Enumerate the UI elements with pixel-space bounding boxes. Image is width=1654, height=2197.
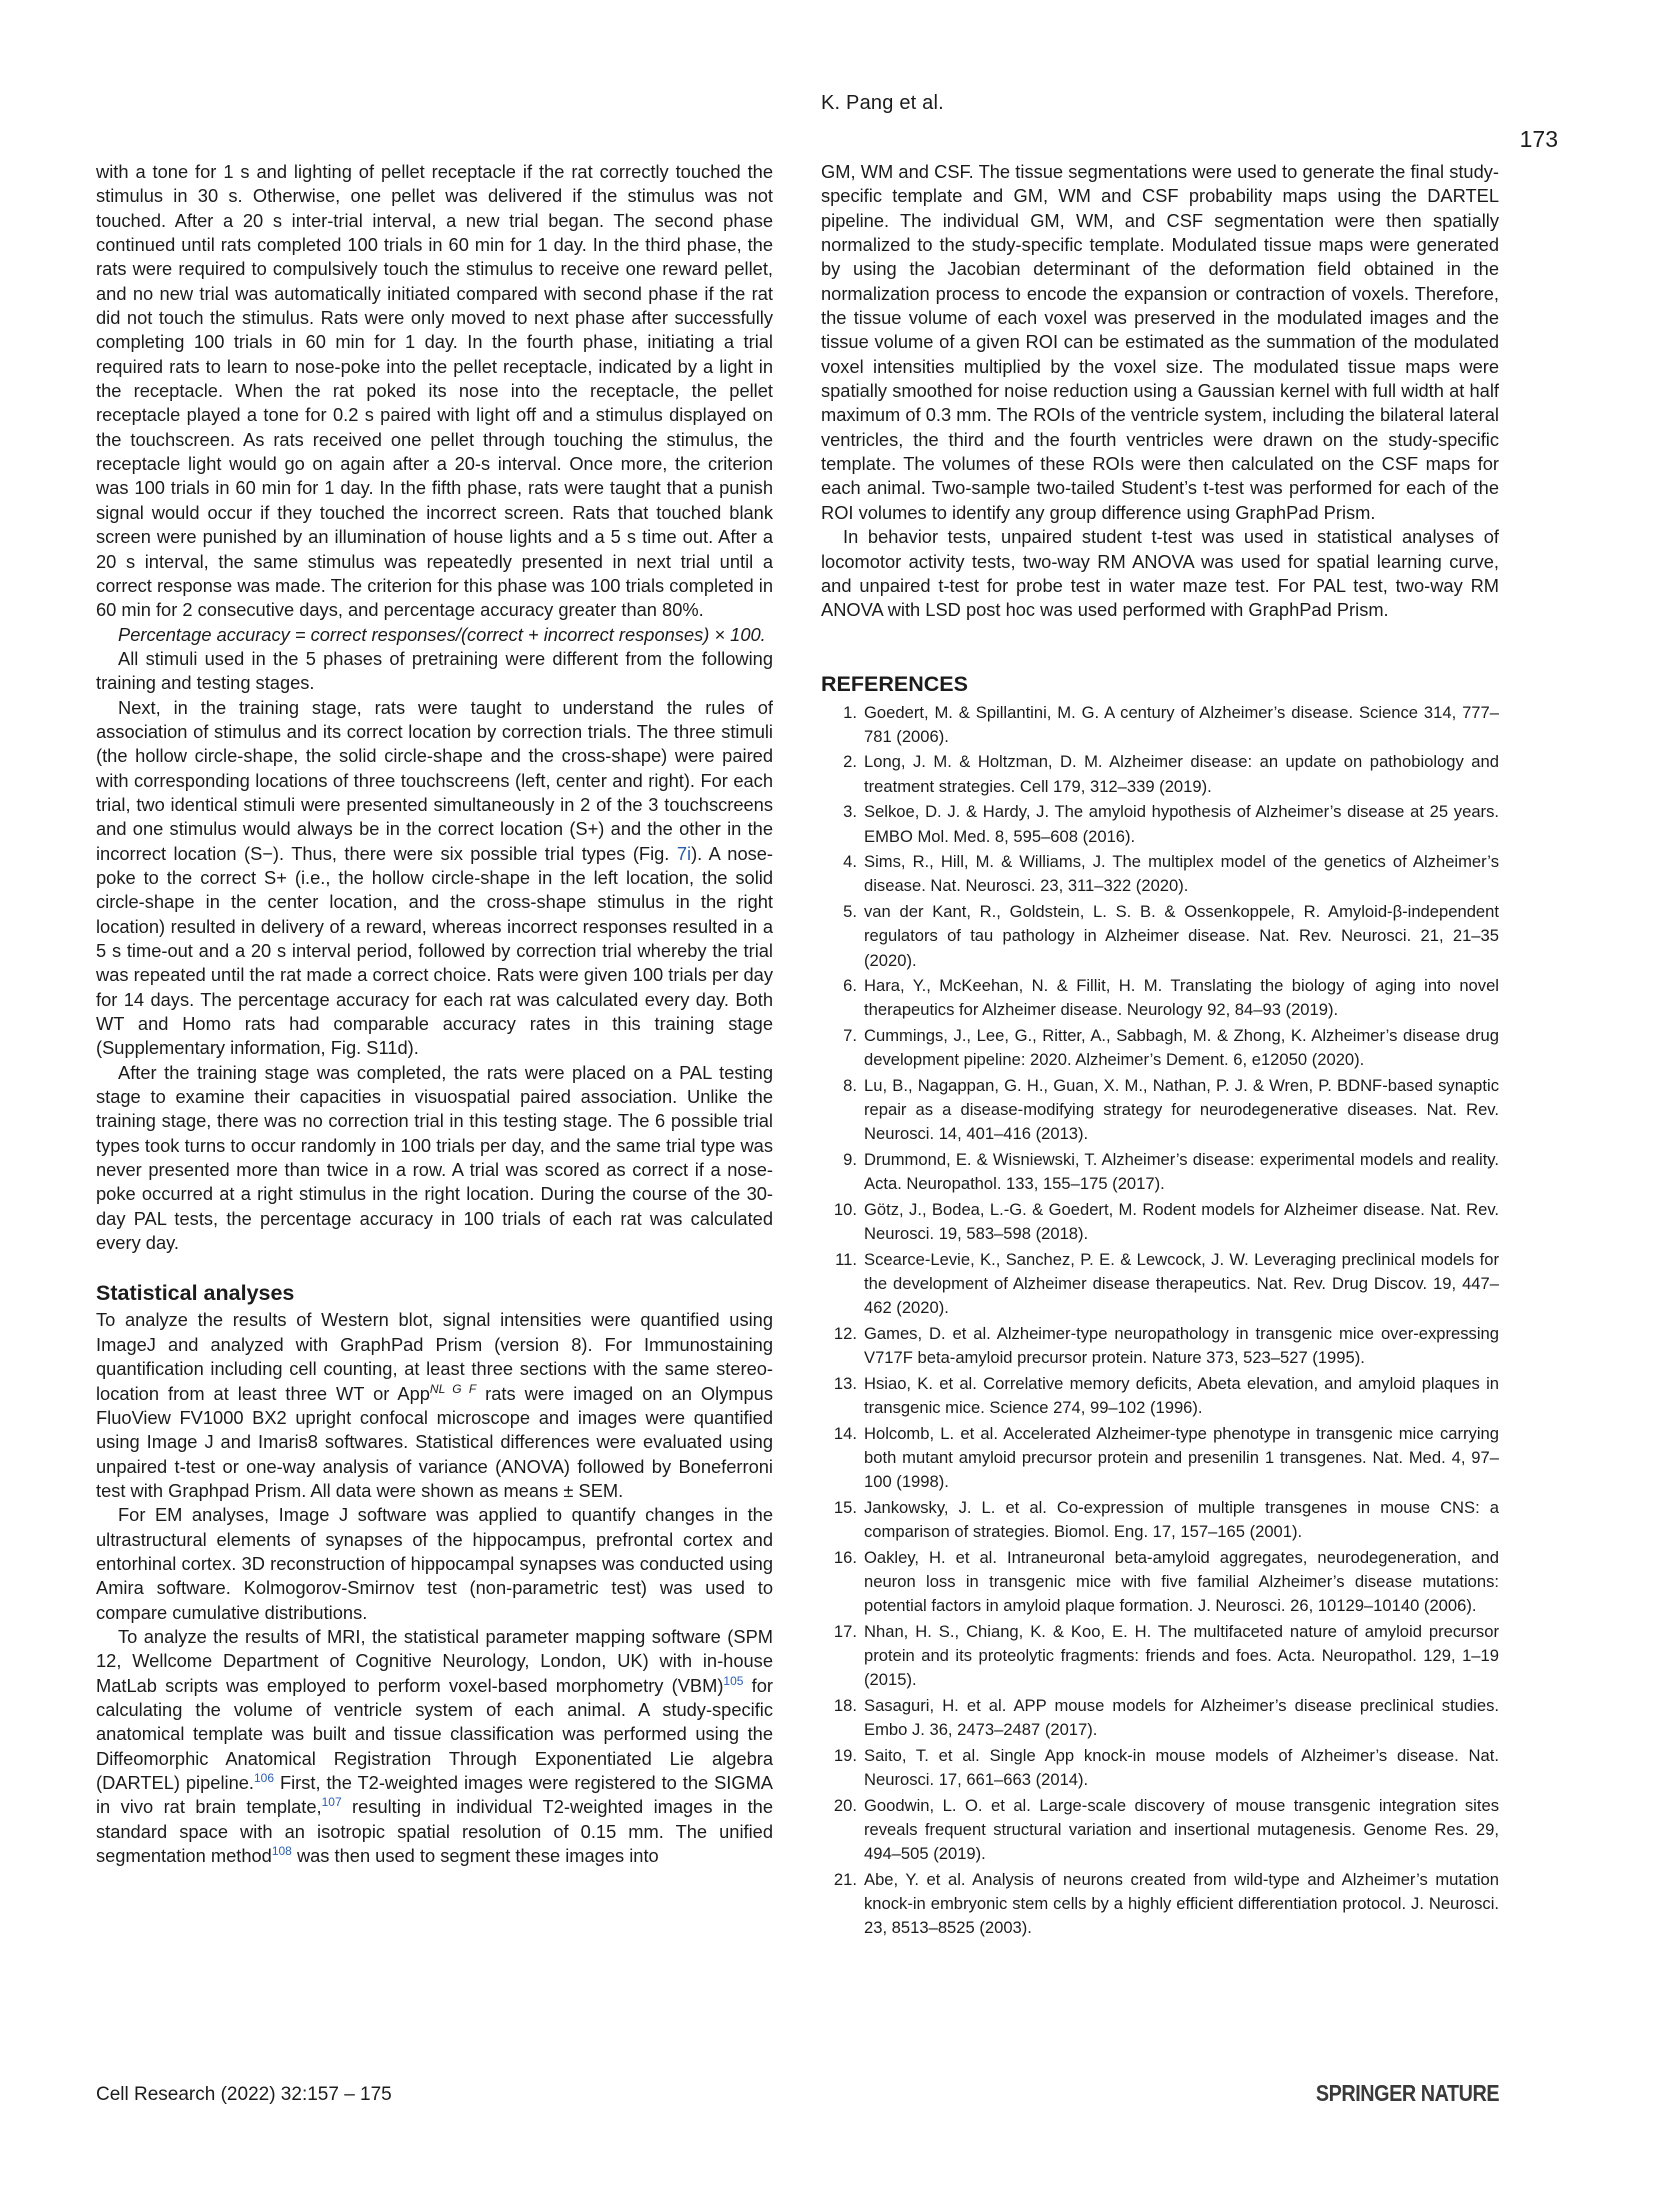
reference-item xyxy=(821,1372,1499,1420)
left-column xyxy=(96,160,773,1868)
reference-number: 3. xyxy=(843,802,857,822)
formula: Percentage accuracy = correct responses/(correct + incorrect responses) × 100. xyxy=(118,623,766,645)
reference-item xyxy=(821,701,1499,749)
references-heading: REFERENCES xyxy=(821,671,968,696)
reference-text: Hsiao, K. et al. Correlative memory deficits, Abeta elevation, and amyloid plaques in transgenic mice. Science 274, 99–102 (1996). xyxy=(864,1374,1499,1418)
section-heading: Statistical analyses xyxy=(96,1281,295,1306)
paragraph: Next, in the training stage, rats were taught to understand the rules of association of stimulus and its correct location by correction trials. The three stimuli (the hollow circle-shape, the solid circle-shape and the cross-shape) were paired with corresponding locations of three touchscreens (left, center and right). For each trial, two identical stimuli were presented simultaneously in 2 of the 3 touchscreens and one stimulus would always be in the correct location (S+) and the other in the incorrect location (S−). Thus, there were six possible trial types (Fig. 7i). A nose-poke to the correct S+ (i.e., the hollow circle-shape in the left location, the solid circle-shape in the center location, and the cross-shape stimulus in the right location) resulted in delivery of a reward, whereas incorrect responses resulted in a 5 s time-out and a 20 s interval period, followed by correction trial whereby the trial was repeated until the rat made a correct choice. Rats were given 100 trials per day for 14 days. The percentage accuracy for each rat was calculated every day. Both WT and Homo rats had comparable accuracy rates in this training stage (Supplementary information, Fig. S11d). xyxy=(96,696,774,1059)
reference-number: 7. xyxy=(843,1026,857,1046)
reference-number: 6. xyxy=(843,976,857,996)
reference-text: Games, D. et al. Alzheimer-type neuropathology in transgenic mice over-expressing V717F beta-amyloid precursor protein. Nature 373, 523–527 (1995). xyxy=(864,1324,1499,1368)
paragraph: To analyze the results of Western blot, signal intensities were quantified using ImageJ and analyzed with GraphPad Prism (version 8). For Immunostaining quantification including cell counting, at least three sections with the same stereo-location from at least three WT or App$^{NL G F}$ rats were imaged on an Olympus FluoView FV1000 BX2 upright confocal microscope and images were quantified using Image J and Imaris8 softwares. Statistical differences were evaluated using unpaired t-test or one-way analysis of variance (ANOVA) followed by Boneferroni test with Graphpad Prism. All data were shown as means ± SEM. xyxy=(96,1309,773,1501)
reference-text: Götz, J., Bodea, L.-G. & Goedert, M. Rodent models for Alzheimer disease. Nat. Rev. Neurosci. 19, 583–598 (2018). xyxy=(864,1200,1499,1244)
reference-item xyxy=(821,750,1499,798)
reference-item xyxy=(821,974,1499,1022)
reference-item xyxy=(821,1546,1499,1619)
publisher-logo: SPRINGER NATURE xyxy=(1315,2080,1499,2106)
reference-text: Lu, B., Nagappan, G. H., Guan, X. M., Nathan, P. J. & Wren, P. BDNF-based synaptic repair as a disease-modifying strategy for neurodegenerative diseases. Nat. Rev. Neurosci. 14, 401–416 (2013). xyxy=(864,1076,1499,1144)
reference-text: Oakley, H. et al. Intraneuronal beta-amyloid aggregates, neurodegeneration, and neuron loss in transgenic mice with five familial Alzheimer’s disease mutations: potential factors in amyloid plaque formation. J. Neurosci. 26, 10129–10140 (2006). xyxy=(864,1547,1499,1616)
reference-item xyxy=(821,1198,1499,1246)
reference-item xyxy=(821,1694,1499,1742)
reference-text: Sims, R., Hill, M. & Williams, J. The multiplex model of the genetics of Alzheimer’s disease. Nat. Neurosci. 23, 311–322 (2020). xyxy=(864,852,1499,896)
reference-text: Cummings, J., Lee, G., Ritter, A., Sabbagh, M. & Zhong, K. Alzheimer’s disease drug development pipeline: 2020. Alzheimer’s Dement. 6, e12050 (2020). xyxy=(864,1026,1499,1070)
citation-link[interactable]: 108 xyxy=(271,1843,292,1858)
reference-item xyxy=(821,850,1499,898)
reference-text: Scearce-Levie, K., Sanchez, P. E. & Lewcock, J. W. Leveraging preclinical models for the development of Alzheimer disease therapeutics. Nat. Rev. Drug Discov. 19, 447–462 (2020). xyxy=(864,1250,1499,1318)
reference-text: Goedert, M. & Spillantini, M. G. A century of Alzheimer’s disease. Science 314, 777–781 (2006). xyxy=(864,702,1499,746)
reference-number: 10. xyxy=(833,1200,857,1220)
reference-item xyxy=(821,1074,1499,1147)
right-column xyxy=(821,160,1499,1942)
reference-number: 1. xyxy=(843,702,857,722)
reference-number: 16. xyxy=(833,1547,857,1567)
reference-number: 2. xyxy=(843,752,857,772)
reference-number: 12. xyxy=(833,1324,857,1344)
page-number: 173 xyxy=(1519,126,1558,152)
reference-number: 20. xyxy=(833,1795,857,1815)
reference-item xyxy=(821,1024,1499,1072)
reference-list xyxy=(821,701,1499,1941)
reference-number: 5. xyxy=(843,902,857,922)
reference-item xyxy=(821,800,1499,848)
reference-text: Sasaguri, H. et al. APP mouse models for Alzheimer’s disease preclinical studies. Embo J. 36, 2473–2487 (2017). xyxy=(864,1696,1499,1740)
reference-item xyxy=(821,1620,1499,1693)
reference-number: 13. xyxy=(833,1374,857,1394)
reference-text: Selkoe, D. J. & Hardy, J. The amyloid hypothesis of Alzheimer’s disease at 25 years. EMBO Mol. Med. 8, 595–608 (2016). xyxy=(864,802,1499,846)
reference-item xyxy=(821,1744,1499,1792)
running-author: K. Pang et al. xyxy=(821,92,944,114)
reference-number: 18. xyxy=(833,1696,857,1716)
paragraph: GM, WM and CSF. The tissue segmentations were used to generate the final study-specific template and GM, WM and CSF probability maps using the DARTEL pipeline. The individual GM, WM, and CSF segmentation were then spatially normalized to the study-specific template. Modulated tissue maps were generated by using the Jacobian determinant of the deformation field obtained in the normalization process to encode the expansion or contraction of voxels. Therefore, the tissue volume of each voxel was preserved in the modulated images and the tissue volume of a given ROI can be estimated as the summation of the modulated voxel intensities multiplied by the voxel size. The modulated tissue maps were spatially smoothed for noise reduction using a Gaussian kernel with full width at half maximum of 0.3 mm. The ROIs of the ventricle system, including the bilateral lateral ventricles, the third and the fourth ventricles were drawn on the study-specific template. The volumes of these ROIs were then calculated on the CSF maps for each animal. Two-sample two-tailed Student’s t-test was performed for each of the ROI volumes to identify any group difference using GraphPad Prism. xyxy=(821,161,1499,523)
reference-text: Long, J. M. & Holtzman, D. M. Alzheimer disease: an update on pathobiology and treatment strategies. Cell 179, 312–339 (2019). xyxy=(864,752,1499,796)
reference-item xyxy=(821,1248,1499,1321)
reference-item xyxy=(821,900,1499,973)
reference-text: van der Kant, R., Goldstein, L. S. B. & Ossenkoppele, R. Amyloid-β-independent regulators of tau pathology in Alzheimer disease. Nat. Rev. Neurosci. 21, 21–35 (2020). xyxy=(864,902,1499,970)
reference-item xyxy=(821,1496,1499,1544)
reference-text: Saito, T. et al. Single App knock-in mouse models of Alzheimer’s disease. Nat. Neurosci. 17, 661–663 (2014). xyxy=(864,1746,1499,1790)
reference-text: Abe, Y. et al. Analysis of neurons created from wild-type and Alzheimer’s mutation knock-in embryonic stem cells by a highly efficient differentiation protocol. J. Neurosci. 23, 8513–8525 (2003). xyxy=(864,1870,1499,1938)
paragraph: For EM analyses, Image J software was applied to quantify changes in the ultrastructural elements of synapses of the hippocampus, prefrontal cortex and entorhinal cortex. 3D reconstruction of hippocampal synapses was conducted using Amira software. Kolmogorov-Smirnov test (non-parametric test) was used to compare cumulative distributions. xyxy=(96,1504,773,1623)
reference-item xyxy=(821,1148,1499,1196)
paragraph: with a tone for 1 s and lighting of pellet receptacle if the rat correctly touched the stimulus in 30 s. Otherwise, one pellet was delivered if the stimulus was not touched. After a 20 s inter-trial interval, a new trial began. The second phase continued until rats completed 100 trials in 60 min for 1 day. In the third phase, the rats were required to compulsively touch the stimulus to receive one reward pellet, and no new trial was automatically initiated compared with second phase if the rat did not touch the stimulus. Rats were only moved to next phase after successfully completing 100 trials in 60 min for 1 day. In the fourth phase, initiating a trial required rats to learn to nose-poke into the pellet receptacle, indicated by a light in the receptacle. When the rat poked its nose into the receptacle, the pellet receptacle played a tone for 0.2 s paired with light off and a stimulus displayed on the touchscreen. As rats received one pellet through touching the stimulus, the receptacle light would go on again after a 20-s interval. Once more, the criterion was 100 trials in 60 min for 1 day. In the fifth phase, rats were taught that a punish signal would occur if they touched the incorrect screen. Rats that touched blank screen were punished by an illumination of house lights and a 5 s time out. After a 20 s interval, the same stimulus was repeatedly presented in next trial until a correct response was made. The criterion for this phase was 100 trials completed in 60 min for 2 consecutive days, and percentage accuracy greater than 80%. xyxy=(96,161,773,621)
citation-link[interactable]: 107 xyxy=(321,1795,342,1810)
journal-citation: Cell Research (2022) 32:157 – 175 xyxy=(96,2084,392,2105)
paragraph: To analyze the results of MRI, the statistical parameter mapping software (SPM 12, Wellcome Department of Cognitive Neurology, London, UK) with in-house MatLab scripts was employed to perform voxel-based morphometry (VBM)$^{105}$ for calculating the volume of ventricle system of each animal. A study-specific anatomical template was built and tissue classification was performed using the Diffeomorphic Anatomical Registration Through Exponentiated Lie algebra (DARTEL) pipeline.$^{106}$ First, the T2-weighted images were registered to the SIGMA in vivo rat brain template,$^{107}$ resulting in individual T2-weighted images in the standard space with an isotropic spatial resolution of 0.15 mm. The unified segmentation method$^{108}$ was then used to segment these images into xyxy=(96,1625,774,1867)
reference-item xyxy=(821,1422,1499,1495)
reference-number: 4. xyxy=(843,852,857,872)
reference-text: Holcomb, L. et al. Accelerated Alzheimer-type phenotype in transgenic mice carrying both mutant amyloid precursor protein and presenilin 1 transgenes. Nat. Med. 4, 97–100 (1998). xyxy=(864,1423,1499,1492)
paragraph: In behavior tests, unpaired student t-test was used in statistical analyses of locomotor activity tests, two-way RM ANOVA was used for spatial learning curve, and unpaired t-test for probe test in water maze test. For PAL test, two-way RM ANOVA with LSD post hoc was used performed with GraphPad Prism. xyxy=(821,526,1499,621)
reference-text: Goodwin, L. O. et al. Large-scale discovery of mouse transgenic integration sites reveals frequent structural variation and insertional mutagenesis. Genome Res. 29, 494–505 (2019). xyxy=(864,1795,1499,1864)
reference-item xyxy=(821,1868,1499,1941)
reference-number: 8. xyxy=(843,1076,857,1096)
reference-text: Hara, Y., McKeehan, N. & Fillit, H. M. Translating the biology of aging into novel therapeutics for Alzheimer disease. Neurology 92, 84–93 (2019). xyxy=(864,976,1499,1020)
reference-number: 21. xyxy=(833,1870,857,1890)
citation-link[interactable]: 106 xyxy=(254,1770,275,1785)
reference-number: 9. xyxy=(843,1150,857,1170)
reference-number: 17. xyxy=(833,1622,857,1642)
reference-number: 14. xyxy=(833,1423,857,1443)
reference-text: Nhan, H. S., Chiang, K. & Koo, E. H. The multifaceted nature of amyloid precursor protein and its proteolytic fragments: friends and foes. Acta. Neuropathol. 129, 1–19 (2015). xyxy=(864,1622,1499,1690)
paragraph: All stimuli used in the 5 phases of pretraining were different from the following training and testing stages. xyxy=(96,647,773,694)
reference-text: Jankowsky, J. L. et al. Co-expression of multiple transgenes in mouse CNS: a comparison of strategies. Biomol. Eng. 17, 157–165 (2001). xyxy=(864,1498,1499,1542)
figure-link[interactable]: 7i xyxy=(676,842,692,864)
reference-number: 19. xyxy=(833,1746,857,1766)
reference-text: Drummond, E. & Wisniewski, T. Alzheimer’s disease: experimental models and reality. Acta. Neuropathol. 133, 155–175 (2017). xyxy=(864,1150,1499,1194)
citation-link[interactable]: 105 xyxy=(723,1673,744,1688)
reference-item xyxy=(821,1794,1499,1867)
reference-number: 15. xyxy=(833,1498,857,1518)
paragraph: After the training stage was completed, the rats were placed on a PAL testing stage to examine their capacities in visuospatial paired association. Unlike the training stage, there was no correction trial in this testing stage. The 6 possible trial types took turns to occur randomly in 100 trials per day, and the same trial type was never presented more than twice in a row. A trial was scored as correct if a nose-poke occurred at a right stimulus in the right location. During the course of the 30-day PAL tests, the percentage accuracy in 100 trials of each rat was calculated every day. xyxy=(96,1061,773,1254)
reference-item xyxy=(821,1322,1499,1370)
reference-number: 11. xyxy=(835,1250,857,1269)
